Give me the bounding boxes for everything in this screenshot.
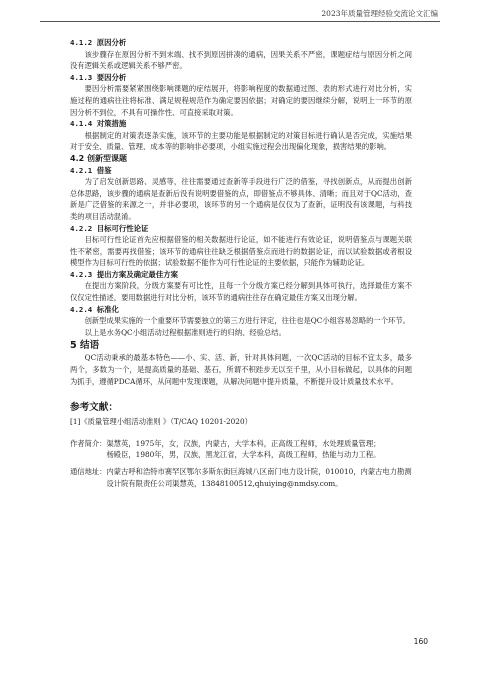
section-heading: 4.1.2 原因分析 bbox=[70, 38, 127, 47]
body-paragraph: 要因分析需要紧紧围绕影响课题的症结展开，将影响程度的数据通过图、表的形式进行对比分析，实施过程的通病往往将标准、满足规程规范作为确定要因依据；对确定的要因继续分解，说明上一环节的原因分析不到位，不具有可操作性、可直接采取对策。 bbox=[70, 84, 412, 117]
body-paragraph: 为了启发创新思路、灵感等，往往需要通过查新等手段进行广泛的借鉴，寻找创新点，从而提出创新总体思路，该步骤的通病是查新后没有说明要借鉴的点，即借鉴点不够具体、清晰；而且对于QC活动，查新是广泛借鉴的来源之一，并非必要项，该环节的另一个通病是仅仅为了查新，证明没有该课题，与科技类的项目活动混淆。 bbox=[70, 177, 412, 221]
body-paragraph: 创新型成果实施的一个重要环节需要独立的第三方进行评定，往往也是QC小组容易忽略的一个环节。 bbox=[84, 316, 410, 326]
section-heading: 4.1.3 要因分析 bbox=[70, 72, 127, 82]
author-list bbox=[106, 438, 412, 461]
section-heading: 4.1.4 对策措施 bbox=[70, 119, 127, 129]
section-heading: 4.2.4 标准化 bbox=[70, 304, 119, 314]
header-divider bbox=[40, 21, 440, 22]
section-heading: 5 结语 bbox=[70, 340, 100, 352]
section-heading: 4.2.1 借鉴 bbox=[70, 165, 112, 175]
author-entry: 杨殿臣，1980年，男，汉族，黑龙江省，大学本科，高级工程师，热能与动力工程。 bbox=[106, 450, 381, 460]
address-text: 内蒙古呼和浩特市赛罕区鄂尔多斯东街巨海城八区南门电力设计院，010010，内蒙古电力勘测设计院有限责任公司渠慧英，13848100512,qhuiying@nmdsy.com。 bbox=[106, 467, 412, 488]
article-body bbox=[70, 37, 412, 489]
section-heading: 4.2 创新型课题 bbox=[70, 153, 127, 163]
address-label: 通信地址： bbox=[70, 467, 107, 476]
body-paragraph: 目标可行性论证首先应根据借鉴的相关数据进行论证，如不能进行有效论证，说明借鉴点与课题关联性不紧密，需要再找借鉴；该环节的通病往往缺乏根据借鉴点而进行的数据论证，而以试验数据或者根设模型作为目标可行性的依据；试验数据不能作为可行性论证的主要依据，只能作为辅助论证。 bbox=[70, 235, 412, 268]
body-paragraph: 该步骤存在原因分析不到末端、找不到原因拼凑的通病，因果关系不严密，课题症结与原因分析之间没有逻辑关系或逻辑关系不够严密。 bbox=[70, 49, 412, 71]
page-number: 160 bbox=[413, 637, 428, 646]
body-paragraph: 根据制定的对策表逐条实施，该环节的主要功能是根据制定的对策目标进行确认是否完成，实施结果对于安全、质量、管理、成本等的影响非必要项，小组实施过程会出现偏化现象，损害结果的影响。 bbox=[70, 130, 412, 152]
body-paragraph: 在提出方案阶段，分级方案要有可比性，且每一个分级方案已经分解到具体可执行，选择最佳方案不仅仅定性描述，要用数据进行对比分析，该环节的通病往往存在确定最佳方案又出现分解。 bbox=[70, 281, 412, 303]
author-info bbox=[70, 438, 412, 489]
reference-item: [1]《质量管理小组活动准则 》（T/CAQ 10201-2020） bbox=[70, 417, 252, 427]
section-heading: 4.2.2 目标可行性论证 bbox=[70, 223, 149, 233]
section-heading: 4.2.3 提出方案及确定最佳方案 bbox=[70, 269, 178, 279]
references-title: 参考文献： bbox=[70, 402, 118, 414]
author-intro-label: 作者简介： bbox=[70, 438, 107, 448]
author-entry: 渠慧英，1975年，女，汉族，内蒙古，大学本科，正高级工程师，水处理质量管理； bbox=[106, 438, 381, 448]
running-header: 2023年质量管理经验交流论文汇编 bbox=[321, 9, 438, 18]
body-paragraph: QC活动秉承的最基本特色——小、实、活、新，针对具体问题，一次QC活动的目标不宜太多，最多两个，多数为一个，是提高质量的基础、基石，所谓不积跬步无以至千里，从小目标做起，以具体的问题为抓手，遵循PDCA循环，从问题中发现课题，从解决问题中提升质量，不断提升设计质量技术水平。 bbox=[70, 353, 412, 386]
body-paragraph: 以上是水务QC小组活动过程根据准则进行的归纳、经验总结。 bbox=[84, 327, 286, 337]
